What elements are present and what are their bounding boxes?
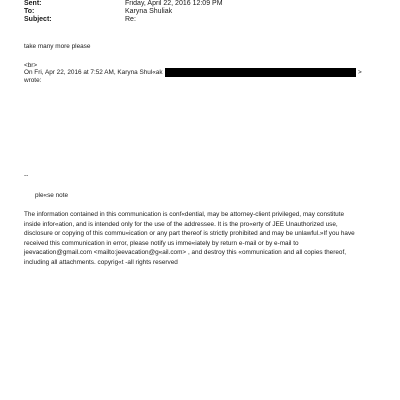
sent-label: Sent: xyxy=(24,0,42,7)
subject-row xyxy=(24,15,136,24)
please-note: ple«se note xyxy=(35,192,69,199)
quote-close: > xyxy=(358,69,362,76)
disclaimer-line: received this communication in error, please notify us imme«iately by return e-mail or by e-mail to xyxy=(24,239,299,247)
disclaimer-line: The information contained in this communication is conf«dential, may be attorney-client privileged, may constitute xyxy=(24,211,345,218)
disclaimer-line: including all attachments. copyrig«t -all rights reserved xyxy=(24,258,178,266)
signature-separator: -- xyxy=(24,172,29,179)
message-line: take many more please xyxy=(24,43,91,50)
disclaimer-line: disclosure or copying of this commu«ication or any part thereof is strictly prohibited and may be unlawful.»If you have xyxy=(24,230,355,237)
to-value: Karyna Shuliak xyxy=(125,8,173,15)
redaction-bar xyxy=(165,68,356,77)
quote-intro: On Fri, Apr 22, 2016 at 7:52 AM, Karyna Shul«ak xyxy=(24,69,163,76)
sent-value: Friday, April 22, 2016 12:09 PM xyxy=(125,0,223,7)
wrote-label: wrote: xyxy=(24,77,42,84)
subject-value: Re: xyxy=(125,16,136,23)
subject-label: Subject: xyxy=(24,16,52,23)
to-label: To: xyxy=(24,8,35,15)
disclaimer-line: jeevacation@gmail.com <mailto:jeevacation@g«ail.com> , and destroy this «ommunication and all copies thereof, xyxy=(24,249,347,256)
disclaimer-line: inside infor«ation, and is intended only for the use of the addressee. It is the pro«erty of JEE Unauthorized use, xyxy=(24,220,338,228)
confidentiality-disclaimer xyxy=(24,210,376,267)
br-tag-text: <br> xyxy=(24,62,38,69)
